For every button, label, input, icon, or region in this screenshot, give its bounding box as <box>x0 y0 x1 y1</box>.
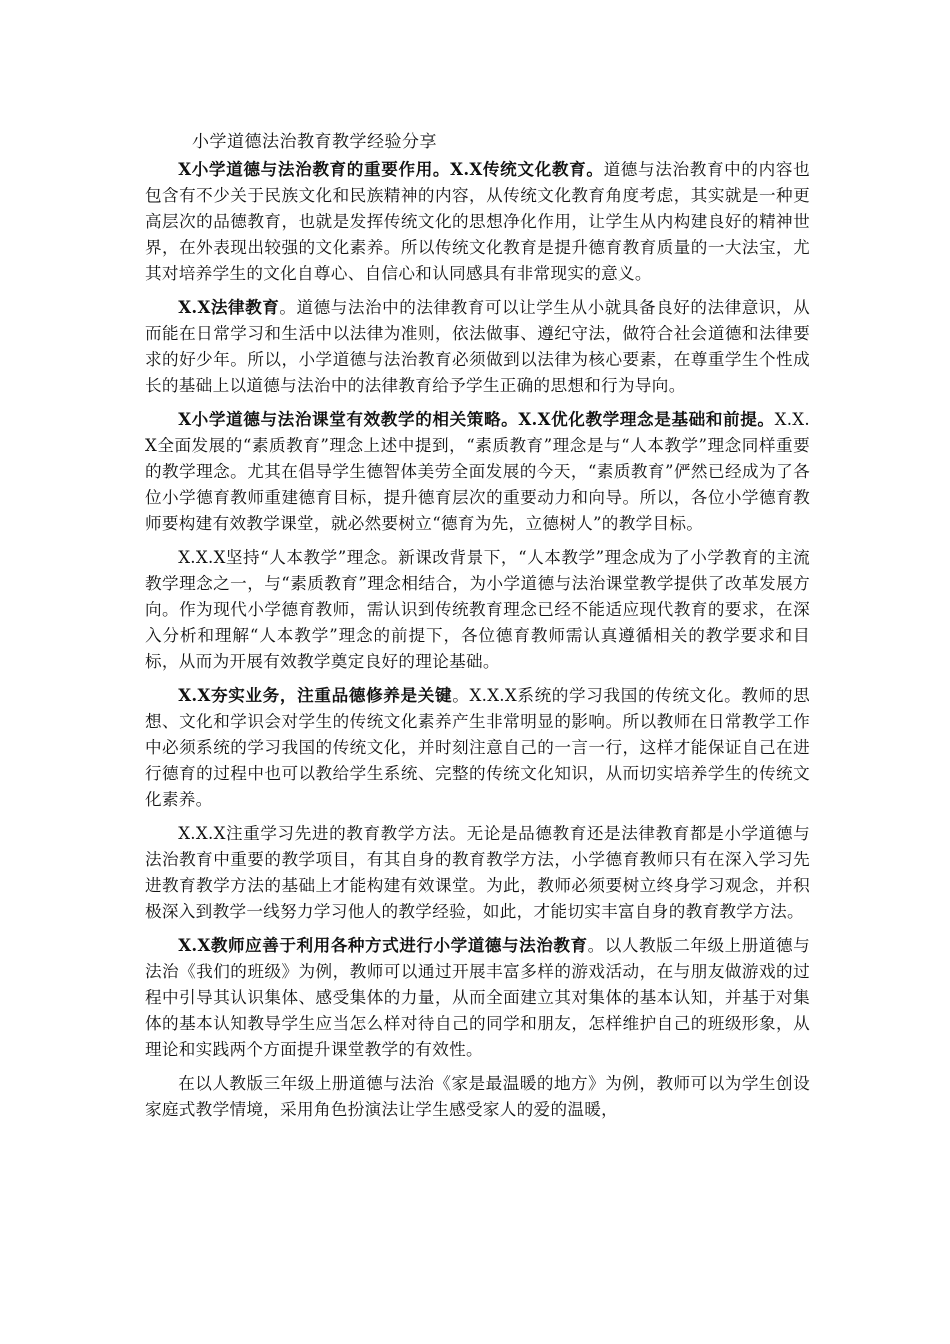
paragraph-2 <box>145 294 810 399</box>
paragraph-5-body: 。X.X.X系统的学习我国的传统文化。教师的思想、文化和学识会对学生的传统文化素养产生非常明显的影响。所以教师在日常教学工作中必须系统的学习我国的传统文化，并时刻注意自己的一言一行，这样才能保证自己在进行德育的过程中也可以教给学生系统、完整的传统文化知识，从而切实培养学生的传统文化素养。 <box>145 686 810 809</box>
paragraph-1-heading: X小学道德与法治教育的重要作用。X.X传统文化教育。 <box>178 159 604 179</box>
document-page <box>145 128 810 1130</box>
paragraph-3 <box>145 406 810 537</box>
paragraph-4 <box>145 544 810 675</box>
paragraph-2-body: 。道德与法治中的法律教育可以让学生从小就具备良好的法律意识，从而能在日常学习和生活中以法律为准则，依法做事、遵纪守法，做符合社会道德和法律要求的好少年。所以，小学道德与法治教育必须做到以法律为核心要素，在尊重学生个性成长的基础上以道德与法治中的法律教育给予学生正确的思想和行为导向。 <box>145 298 810 395</box>
paragraph-3-heading: X小学道德与法治课堂有效教学的相关策略。X.X优化教学理念是基础和前提。 <box>178 409 775 429</box>
paragraph-6 <box>145 820 810 925</box>
paragraph-8-body: 在以人教版三年级上册道德与法治《家是最温暖的地方》为例，教师可以为学生创设家庭式教学情境，采用角色扮演法让学生感受家人的爱的温暖， <box>145 1074 810 1119</box>
document-title: 小学道德法治教育教学经验分享 <box>192 132 437 152</box>
paragraph-2-heading: X.X法律教育 <box>178 297 280 317</box>
paragraph-5-heading: X.X夯实业务，注重品德修养是关键 <box>178 685 453 705</box>
paragraph-4-body: X.X.X坚持“人本教学”理念。新课改背景下，“人本教学”理念成为了小学教育的主流教学理念之一，与“素质教育”理念相结合，为小学道德与法治课堂教学提供了改革发展方向。作为现代小学德育教师，需认识到传统教育理念已经不能适应现代教育的要求，在深入分析和理解“人本教学”理念的前提下，各位德育教师需认真遵循相关的教学要求和目标，从而为开展有效教学奠定良好的理论基础。 <box>145 548 810 671</box>
paragraph-5 <box>145 682 810 813</box>
paragraph-6-body: X.X.X注重学习先进的教育教学方法。无论是品德教育还是法律教育都是小学道德与法治教育中重要的教学项目，有其自身的教育教学方法，小学德育教师只有在深入学习先进教育教学方法的基础上才能构建有效课堂。为此，教师必须要树立终身学习观念，并积极深入到教学一线努力学习他人的教学经验，如此，才能切实丰富自身的教育教学方法。 <box>145 824 810 921</box>
paragraph-3-body: X.X.X全面发展的“素质教育”理念上述中提到，“素质教育”理念是与“人本教学”理念同样重要的教学理念。尤其在倡导学生德智体美劳全面发展的今天，“素质教育”俨然已经成为了各位小学德育教师重建德育目标，提升德育层次的重要动力和向导。所以，各位小学德育教师要构建有效教学课堂，就必然要树立“德育为先，立德树人”的教学目标。 <box>145 410 810 533</box>
paragraph-7 <box>145 932 810 1063</box>
paragraph-1 <box>145 156 810 287</box>
paragraph-1-body: 道德与法治教育中的内容也包含有不少关于民族文化和民族精神的内容，从传统文化教育角度考虑，其实就是一种更高层次的品德教育，也就是发挥传统文化的思想净化作用，让学生从内构建良好的精神世界，在外表现出较强的文化素养。所以传统文化教育是提升德育教育质量的一大法宝，尤其对培养学生的文化自尊心、自信心和认同感具有非常现实的意义。 <box>145 160 810 283</box>
paragraph-7-body: 。以人教版二年级上册道德与法治《我们的班级》为例，教师可以通过开展丰富多样的游戏活动，在与朋友做游戏的过程中引导其认识集体、感受集体的力量，从而全面建立其对集体的基本认知，并基于对集体的基本认知教导学生应当怎么样对待自己的同学和朋友，怎样维护自己的班级形象，从理论和实践两个方面提升课堂教学的有效性。 <box>145 936 810 1059</box>
paragraph-7-heading: X.X教师应善于利用各种方式进行小学道德与法治教育 <box>178 935 588 955</box>
paragraph-8 <box>145 1070 810 1123</box>
